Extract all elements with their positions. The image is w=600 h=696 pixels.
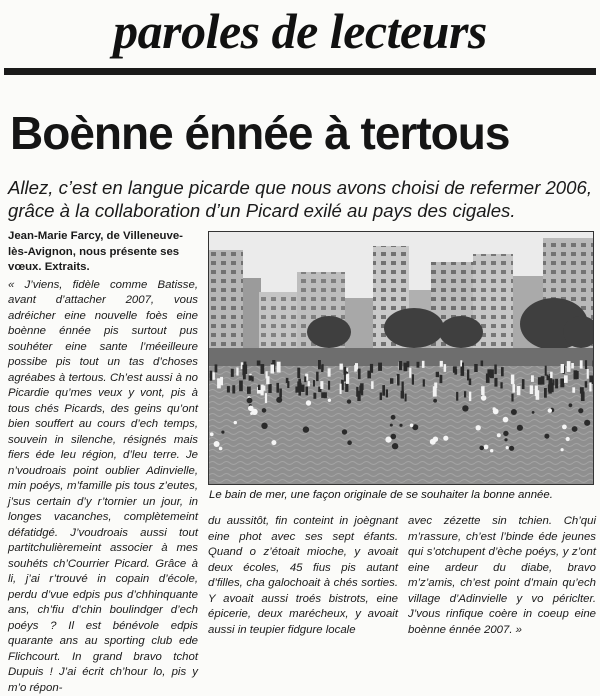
headline: Boènne énnée à tertous xyxy=(10,104,590,162)
header-rule xyxy=(4,68,596,75)
column-3-text: avec zézette sin tchien. Ch’qui m’rassure, ch’est l’binde éde jeunes qui s’otchupent d’èche poéys, y z’ont eine ardeur du diabe, bravo m’z’amis, ch’est point d’main qu’ech village d’Adinvielle y vo périclter. J’vous rinfique coère in coeup eine boènne énnée 2007. » xyxy=(408,514,596,638)
photo-caption: Le bain de mer, une façon originale de se souhaiter la bonne année. xyxy=(209,488,599,503)
column-2-text: du aussitôt, fin conteint in joègnant eine phot avec ses sept éfants. Quand o z’étoait mioche, y avoait deux écoles, 45 fius pis autant d’filles, cha galochoait à chés sorties. Y avoait aussi troés bistrots, eine épicerie, deux marécheux, y avoait aussi in teupier fidgure locale xyxy=(208,514,398,638)
article-column-1 xyxy=(8,229,198,696)
lead-paragraph: Allez, c’est en langue picarde que nous avons choisi de refermer 2006, grâce à la collaboration d’un Picard exilé au pays des cigales. xyxy=(8,176,598,222)
byline: Jean-Marie Farcy, de Villeneuve-lès-Avignon, nous présente ses vœux. Extraits. xyxy=(8,229,198,276)
beach-photo xyxy=(208,231,594,485)
beach-photo-illustration xyxy=(209,232,593,484)
section-rubric: paroles de lecteurs xyxy=(0,0,600,62)
column-1-text: « J’viens, fidèle comme Batisse, avant d’attacher 2007, vous adréicher eine nouvelle foès eine boènne énnée pis surtout pus souhéter eine sante l’méeilleure possibe pis tout un tas d’choses agréabes à tertous. Ch’est aussi à no Picardie qu’mes veux y vont, pis à tous chés Picards, des geins qu’ont bien souffert au cours d’ech temps, souvein in silenche, résignés mais fiers éde leu région, d’leu terre. Je n’voudroais point oublier Adinvielle, min poéys, m’famille pis tous z’eutes, j’sus certain d’y r’tornier un jour, in longes vacanches, complètemeint défatidgé. J’voudroais aussi tout partitchulièremeint associer à mes souhéts ch’Courrier Picard. Grâce à li, j’ai r’trouvé in copain d’école, perdu d’vue edpis pus d’chhinquante ans, ch’fiu d’chin boulindger d’ech poéys ? Il est bénévole edpis quarante ans au sporting club ede Flichcourt. In grand bravo tchot Dupuis ! J’ai écrit ch’hour lo, pis y m’o répon- xyxy=(8,278,198,696)
